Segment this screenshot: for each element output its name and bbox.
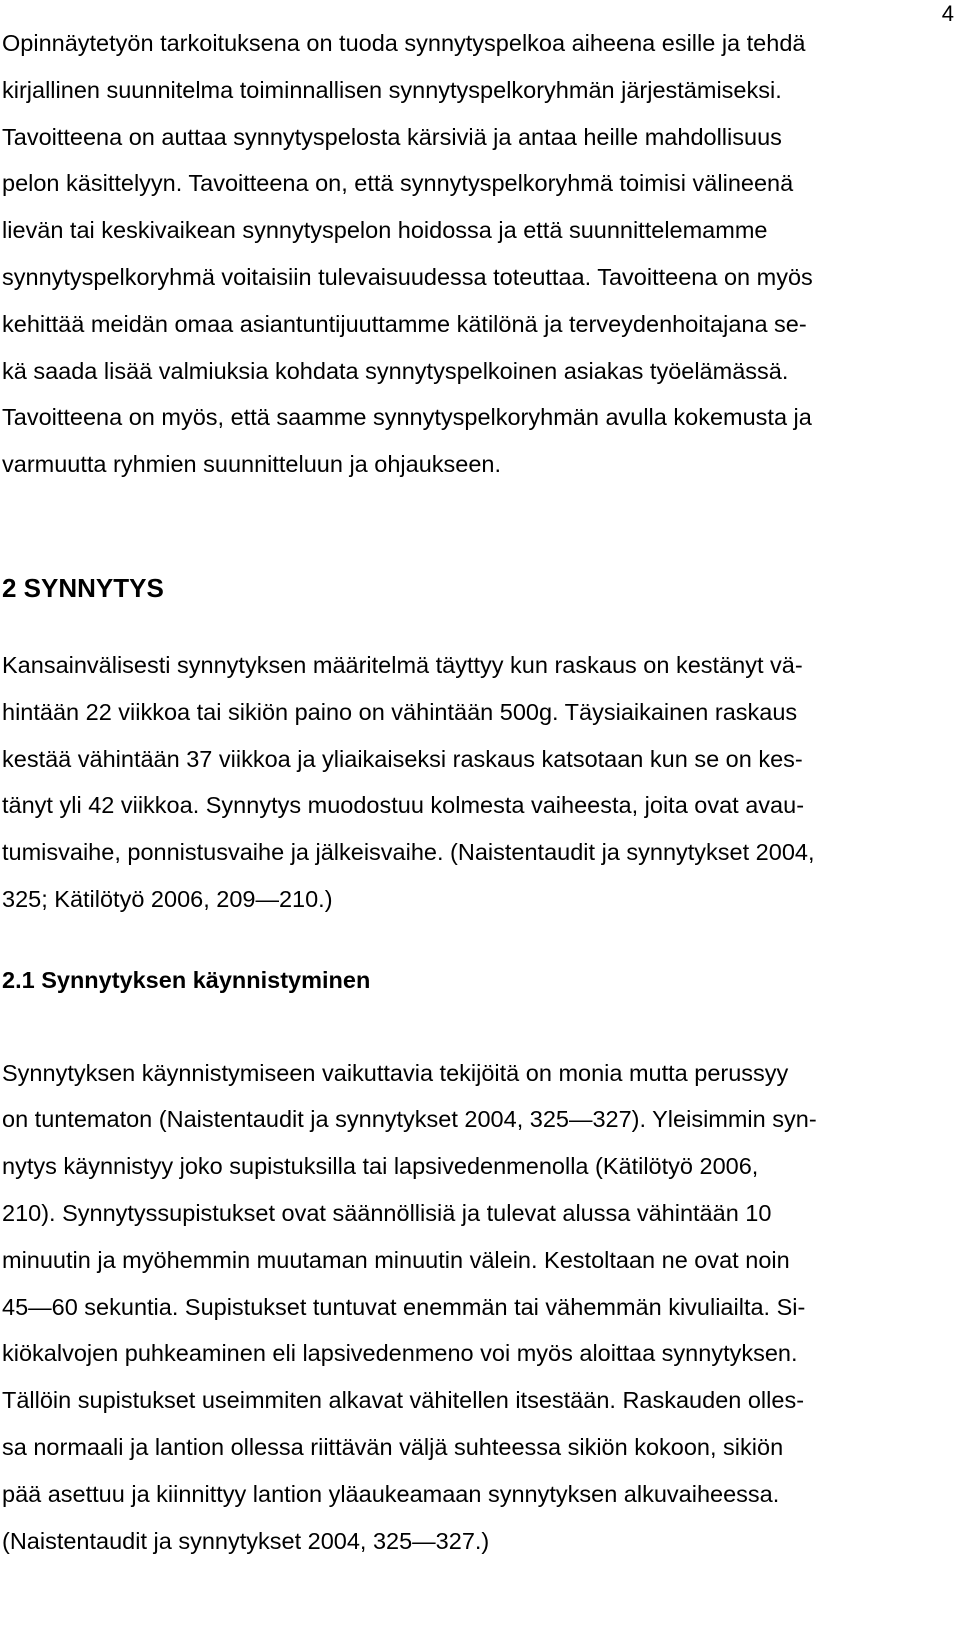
- paragraph-line: Tavoitteena on auttaa synnytyspelosta kärsiviä ja antaa heille mahdollisuus: [2, 123, 782, 150]
- paragraph-line: on tuntematon (Naistentaudit ja synnytykset 2004, 325—327). Yleisimmin syn-: [2, 1106, 817, 1133]
- paragraph-line: (Naistentaudit ja synnytykset 2004, 325—327.): [2, 1527, 490, 1554]
- synnytys-paragraph: [2, 642, 947, 923]
- paragraph-line: tänyt yli 42 viikkoa. Synnytys muodostuu kolmesta vaiheesta, joita ovat avau-: [2, 792, 805, 819]
- paragraph-line: kirjallinen suunnitelma toiminnallisen synnytyspelkoryhmän järjestämiseksi.: [2, 76, 782, 103]
- paragraph-line: kiökalvojen puhkeaminen eli lapsivedenmeno voi myös aloittaa synnytyksen.: [2, 1340, 798, 1367]
- paragraph-line: Opinnäytetyön tarkoituksena on tuoda synnytyspelkoa aiheena esille ja tehdä: [2, 30, 806, 56]
- paragraph-line: 210). Synnytyssupistukset ovat säännöllisiä ja tulevat alussa vähintään 10: [2, 1199, 772, 1226]
- paragraph-line: varmuutta ryhmien suunnitteluun ja ohjaukseen.: [2, 451, 502, 478]
- paragraph-line: Tavoitteena on myös, että saamme synnytyspelkoryhmän avulla kokemusta ja: [2, 404, 812, 431]
- page-number: 4: [941, 1, 954, 26]
- paragraph-line: hintään 22 viikkoa tai sikiön paino on vähintään 500g. Täysiaikainen raskaus: [2, 698, 798, 725]
- paragraph-line: synnytyspelkoryhmä voitaisiin tulevaisuudessa toteuttaa. Tavoitteena on myös: [2, 263, 813, 290]
- paragraph-line: 45—60 sekuntia. Supistukset tuntuvat enemmän tai vähemmän kivuliailta. Si-: [2, 1293, 806, 1320]
- intro-paragraph: [2, 20, 947, 488]
- paragraph-line: kestää vähintään 37 viikkoa ja yliaikaiseksi raskaus katsotaan kun se on kes-: [2, 745, 803, 772]
- paragraph-line: lievän tai keskivaikean synnytyspelon hoidossa ja että suunnittelemamme: [2, 217, 768, 244]
- paragraph-line: kehittää meidän omaa asiantuntijuuttamme kätilönä ja terveydenhoitajana se-: [2, 310, 807, 337]
- paragraph-line: pää asettuu ja kiinnittyy lantion yläaukeamaan synnytyksen alkuvaiheessa.: [2, 1480, 780, 1507]
- paragraph-line: tumisvaihe, ponnistusvaihe ja jälkeisvaihe. (Naistentaudit ja synnytykset 2004,: [2, 839, 815, 866]
- paragraph-line: 325; Kätilötyö 2006, 209—210.): [2, 885, 333, 912]
- subsection-heading-kaynnistyminen: 2.1 Synnytyksen käynnistyminen: [2, 966, 371, 993]
- paragraph-line: Kansainvälisesti synnytyksen määritelmä täyttyy kun raskaus on kestänyt vä-: [2, 651, 803, 678]
- paragraph-line: nytys käynnistyy joko supistuksilla tai lapsivedenmenolla (Kätilötyö 2006,: [2, 1153, 759, 1180]
- document-body: [2, 20, 947, 1564]
- paragraph-line: sa normaali ja lantion ollessa riittävän väljä suhteessa sikiön kokoon, sikiön: [2, 1433, 784, 1460]
- kaynnistyminen-paragraph: [2, 1050, 947, 1565]
- paragraph-line: pelon käsittelyyn. Tavoitteena on, että synnytyspelkoryhmä toimisi välineenä: [2, 170, 794, 197]
- paragraph-line: minuutin ja myöhemmin muutaman minuutin välein. Kestoltaan ne ovat noin: [2, 1246, 790, 1273]
- paragraph-line: kä saada lisää valmiuksia kohdata synnytyspelkoinen asiakas työelämässä.: [2, 357, 789, 384]
- section-heading-synnytys: 2 SYNNYTYS: [2, 572, 164, 603]
- paragraph-line: Synnytyksen käynnistymiseen vaikuttavia tekijöitä on monia mutta perussyy: [2, 1059, 789, 1086]
- paragraph-line: Tällöin supistukset useimmiten alkavat vähitellen itsestään. Raskauden olles-: [2, 1387, 805, 1414]
